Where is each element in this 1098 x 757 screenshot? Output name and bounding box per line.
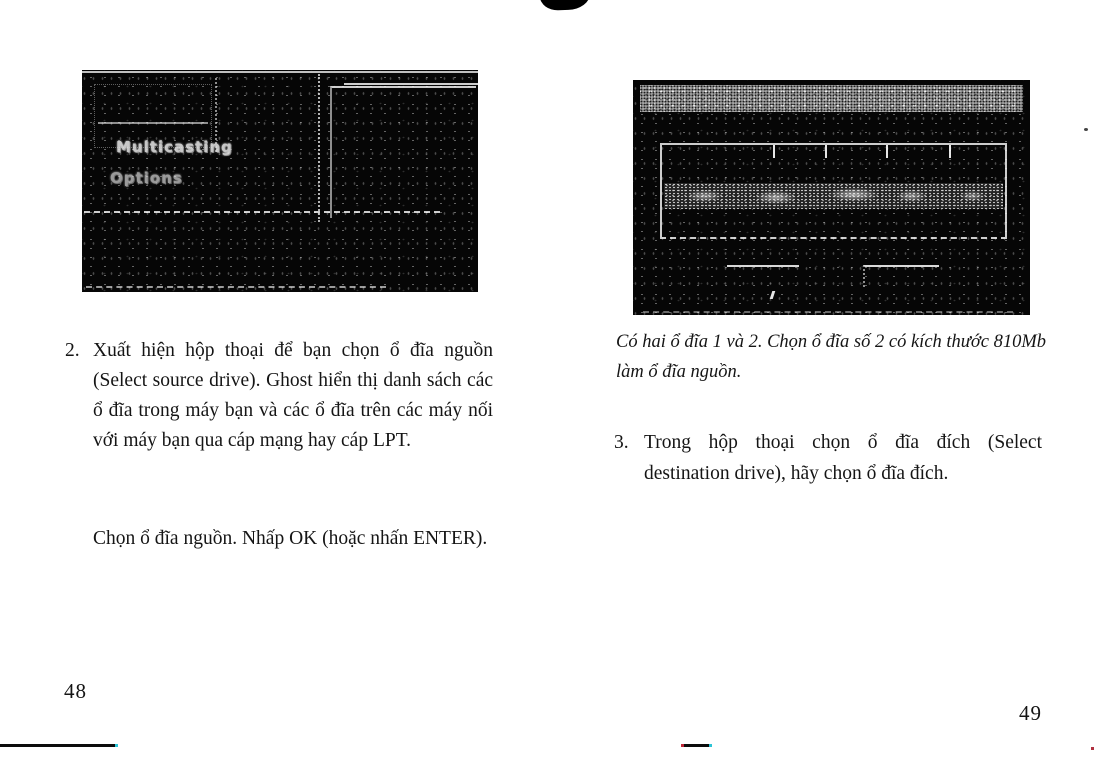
scan-color-fringe — [709, 744, 712, 747]
drive-list-table-outline — [660, 143, 1007, 239]
scan-color-fringe — [1091, 747, 1094, 750]
screenshot-line-fragment — [98, 122, 208, 124]
screenshot-line-fragment — [318, 74, 320, 222]
screenshot-line-fragment — [643, 311, 1013, 313]
table-column-divider — [949, 145, 951, 158]
step-number: 2. — [65, 340, 80, 361]
screenshot-line-fragment — [84, 211, 440, 213]
screenshot-line-fragment — [344, 83, 478, 85]
table-column-divider — [773, 145, 775, 158]
step-text: Xuất hiện hộp thoại để bạn chọn ổ đĩa nguồn (Select source drive). Ghost hiển thị danh sách các ổ đĩa trong máy bạn và các ổ đĩa trên các máy nối với máy bạn qua cáp mạng hay cáp LPT. — [93, 340, 493, 451]
menu-item-multicasting: Multicasting — [116, 138, 233, 156]
scan-color-fringe — [115, 744, 118, 747]
cancel-button-outline — [863, 265, 939, 287]
scan-bar-artifact-left — [0, 744, 116, 747]
instruction-paragraph: Chọn ổ đĩa nguồn. Nhấp OK (hoặc nhấn ENTER). — [93, 528, 488, 549]
figure-caption: Có hai ổ đĩa 1 và 2. Chọn ổ đĩa số 2 có kích thước 810Mb làm ổ đĩa nguồn. — [616, 332, 1047, 382]
dialog-titlebar — [640, 85, 1023, 112]
select-source-drive-dialog-screenshot — [633, 80, 1030, 315]
step-number: 3. — [614, 432, 629, 453]
step-3 — [614, 427, 1042, 489]
page-number-48: 48 — [64, 679, 87, 703]
scan-bar-artifact-mid — [684, 744, 710, 747]
step-text: Trong hộp thoại chọn ổ đĩa đích (Select destination drive), hãy chọn ổ đĩa đích. — [644, 432, 1042, 484]
page-number-49: 49 — [1019, 701, 1042, 725]
table-column-divider — [886, 145, 888, 158]
table-column-divider — [825, 145, 827, 158]
submenu-panel-outline — [330, 86, 476, 218]
menu-item-options: Options — [110, 169, 183, 187]
scan-color-fringe — [681, 744, 684, 747]
ink-speck-artifact — [1084, 128, 1088, 131]
ok-button-outline — [727, 265, 799, 287]
ink-smudge-artifact — [540, 0, 591, 11]
step-2 — [65, 336, 493, 456]
selected-drive-row — [664, 183, 1003, 209]
ghost-menu-screenshot — [82, 70, 478, 292]
screenshot-line-fragment — [82, 71, 478, 73]
screenshot-speck — [770, 291, 776, 299]
screenshot-line-fragment — [86, 286, 386, 288]
